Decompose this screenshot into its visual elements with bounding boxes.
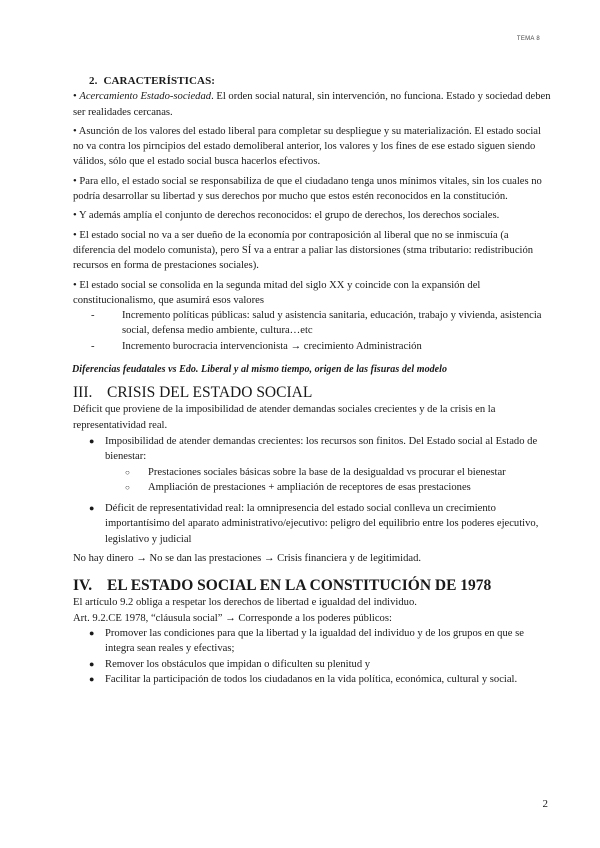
paragraph-2: • Asunción de los valores del estado liberal para completar su despliegue y su materialización. El estado social no va contra los pirncipios del estado demoliberal anterior, los valores y los fines de ese estado siguen siendo válidos, sólo que el estado social busca hacerlos efectivos. bbox=[73, 125, 541, 168]
paragraph-3: • Para ello, el estado social se responsabiliza de que el ciudadano tenga unos mínimos vitales, sin los cuales no podría desarrollar su libertad y sus derechos por mucho que estos estén reconocidos en la constitución. bbox=[73, 175, 542, 203]
dash-item: - Incremento burocracia intervencionista → crecimiento Administración bbox=[91, 340, 422, 352]
section-3-intro: Déficit que proviene de la imposibilidad de atender demandas sociales crecientes y de la crisis en la representatividad real. bbox=[73, 404, 496, 431]
section-3-title: CRISIS DEL ESTADO SOCIAL bbox=[107, 384, 313, 402]
section-4-line-1: El artículo 9.2 obliga a respetar los derechos de libertad e igualdad del individuo. bbox=[73, 597, 417, 609]
section-4-title: EL ESTADO SOCIAL EN LA CONSTITUCIÓN DE 1978 bbox=[107, 577, 492, 595]
paragraph-1-italic: Acercamiento Estado-sociedad bbox=[79, 91, 212, 103]
section-3-conclusion: No hay dinero → No se dan las prestaciones → Crisis financiera y de legitimidad. bbox=[73, 553, 422, 565]
sub-list bbox=[125, 465, 551, 496]
content bbox=[73, 74, 551, 687]
section-3-bullets bbox=[89, 434, 551, 547]
section-4-line-2: Art. 9.2.CE 1978, “cláusula social” → Corresponde a los poderes públicos: bbox=[73, 612, 392, 624]
section-3-roman: III. bbox=[73, 384, 93, 402]
list-item: ● Imposibilidad de atender demandas crecientes: los recursos son finitos. Del Estado social al Estado de bienestar: ○ Prestaciones sociales básicas sobre la base de la desigualdad vs procurar el bienestar ○ Ampliación de prestaciones + ampliación de receptores de esas prestaciones bbox=[89, 434, 551, 495]
section-2-number: 2. bbox=[89, 75, 98, 87]
section-2-title: CARACTERÍSTICAS: bbox=[103, 75, 216, 87]
list-item: ● Remover los obstáculos que impidan o dificulten su plenitud y bbox=[89, 658, 371, 670]
page-number: 2 bbox=[542, 798, 548, 810]
section-4-heading bbox=[73, 576, 551, 595]
section-4-roman: IV. bbox=[73, 577, 93, 595]
paragraph-5: • El estado social no va a ser dueño de la economía por contraposición al liberal que no se inmiscuía (a diferencia del modelo comunista), pero SÍ va a entrar a paliar las distorsiones (stma tributario: redistribución recursos en forma de prestaciones sociales). bbox=[73, 229, 534, 272]
section-4-bullets bbox=[89, 626, 551, 687]
paragraph-6: • El estado social se consolida en la segunda mitad del siglo XX y coincide con la expansión del constitucionalismo, que asumirá esos valores bbox=[73, 279, 481, 306]
header-tag: TEMA 8 bbox=[516, 36, 540, 42]
section-2-heading bbox=[89, 74, 551, 89]
italic-subheading: Diferencias feudatales vs Edo. Liberal y al mismo tiempo, origen de las fisuras del modelo bbox=[72, 364, 448, 376]
dash-list bbox=[91, 308, 551, 354]
sub-list-item: ○ Prestaciones sociales básicas sobre la base de la desigualdad vs procurar el bienestar bbox=[125, 466, 506, 478]
paragraph-4: • Y además amplía el conjunto de derechos reconocidos: el grupo de derechos, los derechos sociales. bbox=[73, 210, 500, 222]
list-item: ● Promover las condiciones para que la libertad y la igualdad del individuo y de los grupos en que se integra sean reales y efectivas; bbox=[89, 627, 524, 655]
list-item: ● Déficit de representatividad real: la omnipresencia del estado social conlleva un crecimiento importantísimo del aparato administrativo/ejecutivo: peligro del equilibrio entre los poderes ejecutivo, legislativo y judicial bbox=[89, 503, 539, 545]
sub-list-item: ○ Ampliación de prestaciones + ampliación de receptores de esas prestaciones bbox=[125, 481, 471, 493]
dash-item: - Incremento políticas públicas: salud y asistencia sanitaria, educación, trabajo y vivienda, asistencia social, defensa medio ambiente, cultura…etc bbox=[91, 310, 542, 337]
paragraph-1-rest: . El orden social natural, sin intervención, no funciona. Estado y sociedad deben ser realidades cercanas. bbox=[73, 91, 551, 118]
list-item: ● Facilitar la participación de todos los ciudadanos en la vida política, económica, cultural y social. bbox=[89, 673, 518, 685]
section-3-heading bbox=[73, 383, 551, 402]
paragraph-1: • Acercamiento Estado-sociedad. El orden social natural, sin intervención, no funciona. Estado y sociedad deben ser realidades cercanas. bbox=[73, 91, 551, 118]
